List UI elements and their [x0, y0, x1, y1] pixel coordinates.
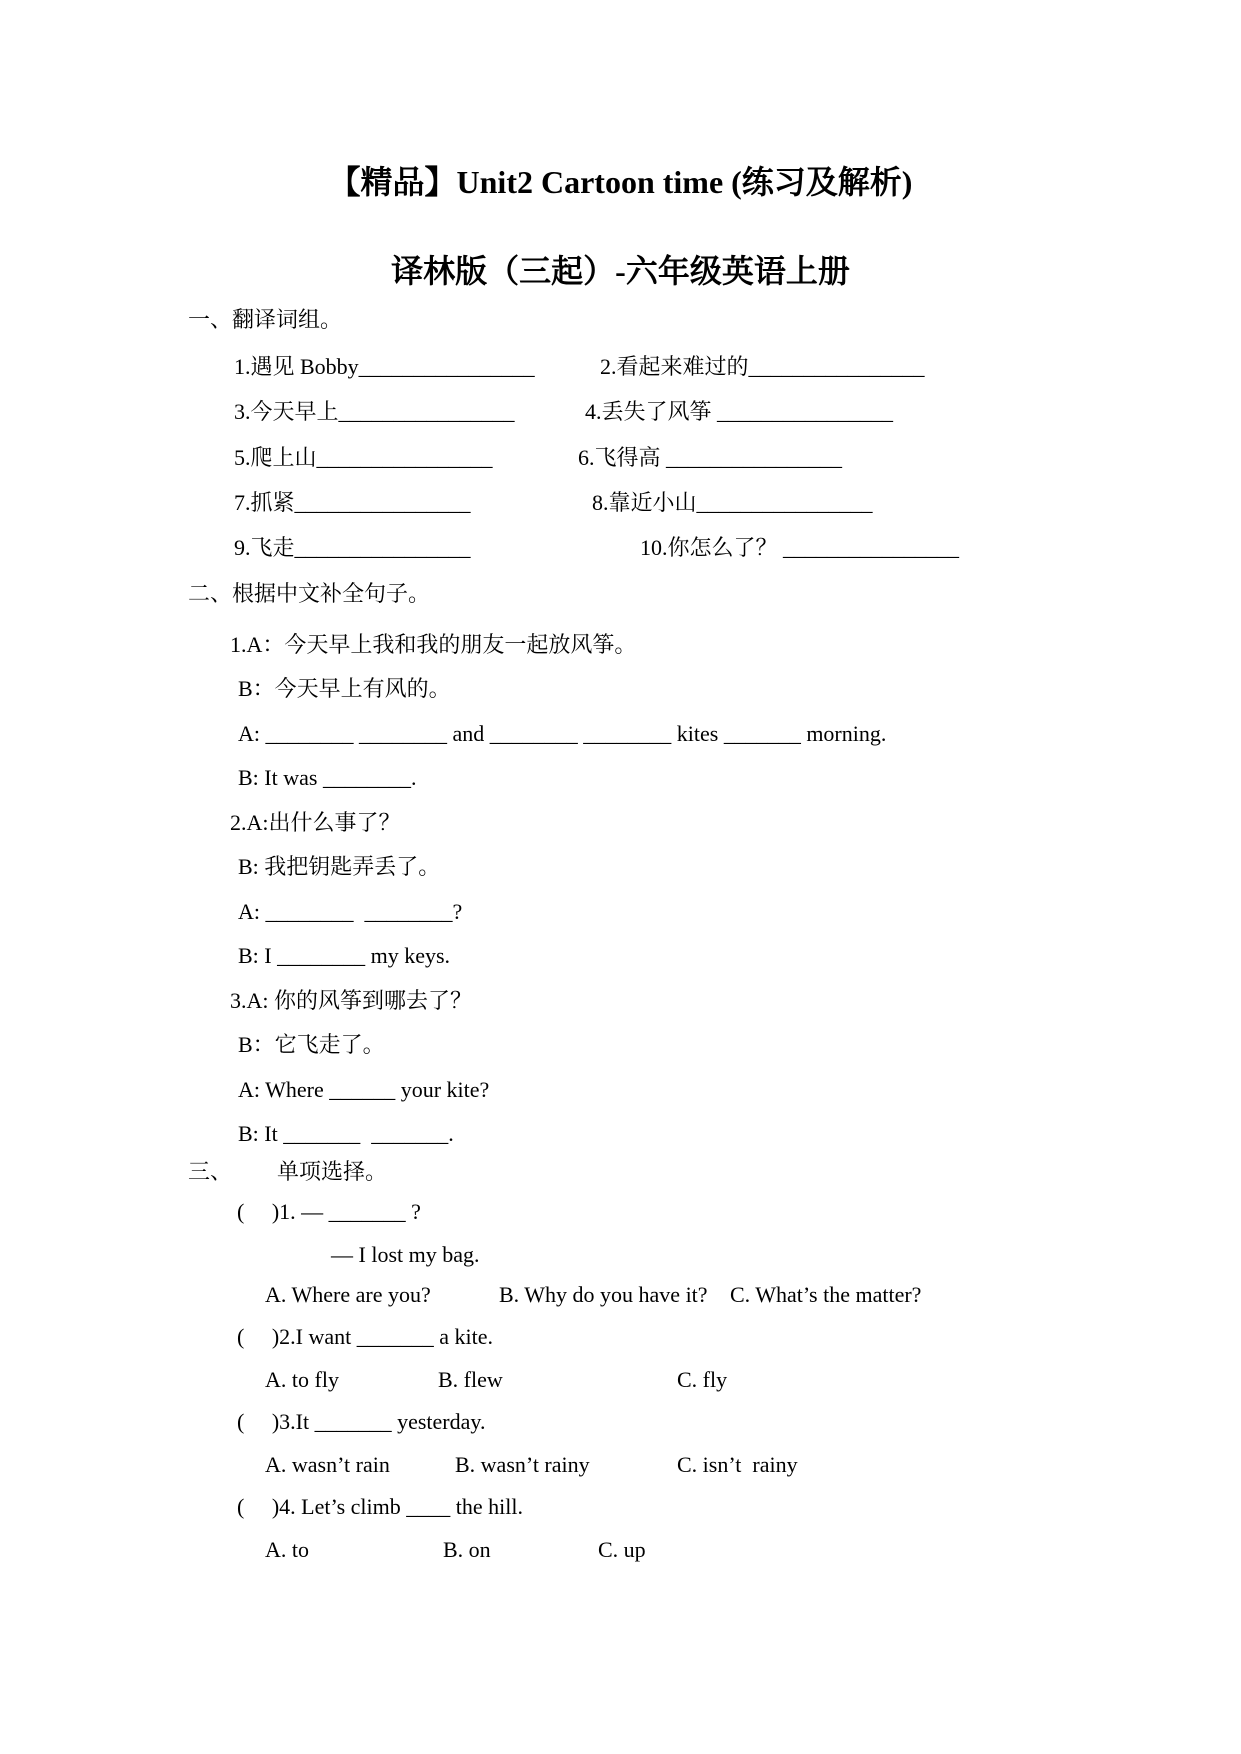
- q2-option-a: A. to fly: [265, 1367, 339, 1392]
- phrase-item-2: 2.看起来难过的________________: [600, 354, 925, 379]
- phrase-item-10: 10.你怎么了？ ________________: [640, 535, 960, 560]
- dialogue3-b-en: B: It _______ _______.: [238, 1121, 454, 1146]
- dialogue3-a-en: A: Where ______ your kite?: [238, 1077, 490, 1102]
- q1-option-c: C. What’s the matter?: [730, 1282, 922, 1307]
- q3-option-a: A. wasn’t rain: [265, 1452, 390, 1477]
- dialogue1-a-cn: 1.A：今天早上我和我的朋友一起放风筝。: [230, 632, 637, 657]
- dialogue2-a-cn: 2.A:出什么事了？: [230, 810, 401, 835]
- q3-option-b: B. wasn’t rainy: [455, 1452, 590, 1477]
- phrase-item-5: 5.爬上山________________: [234, 445, 493, 470]
- q2-option-c: C. fly: [677, 1367, 728, 1392]
- section3-heading-number: 三、: [188, 1159, 233, 1184]
- phrase-item-6: 6.飞得高 ________________: [578, 445, 843, 470]
- phrase-item-9: 9.飞走________________: [234, 535, 471, 560]
- q1-response: — I lost my bag.: [331, 1242, 480, 1267]
- q4-option-a: A. to: [265, 1537, 309, 1562]
- q2-stem: ( )2.I want _______ a kite.: [237, 1324, 493, 1349]
- q3-stem: ( )3.It _______ yesterday.: [237, 1409, 486, 1434]
- q4-stem: ( )4. Let’s climb ____ the hill.: [237, 1494, 523, 1519]
- q1-stem: ( )1. — _______ ?: [237, 1199, 421, 1224]
- dialogue1-a-en: A: ________ ________ and ________ ________ kites _______ morning.: [238, 721, 887, 746]
- phrase-item-4: 4.丢失了风筝 ________________: [585, 399, 894, 424]
- dialogue1-b-en: B: It was ________.: [238, 765, 417, 790]
- dialogue2-b-en: B: I ________ my keys.: [238, 943, 451, 968]
- doc-title: 【精品】Unit2 Cartoon time (练习及解析): [328, 164, 913, 200]
- phrase-item-1: 1.遇见 Bobby________________: [234, 354, 535, 379]
- dialogue3-a-cn: 3.A: 你的风筝到哪去了？: [230, 988, 473, 1013]
- q1-option-a: A. Where are you?: [265, 1282, 431, 1307]
- q4-option-b: B. on: [443, 1537, 491, 1562]
- phrase-item-8: 8.靠近小山________________: [592, 490, 873, 515]
- doc-subtitle: 译林版（三起）-六年级英语上册: [391, 253, 850, 289]
- q1-option-b: B. Why do you have it?: [499, 1282, 708, 1307]
- dialogue2-b-cn: B: 我把钥匙弄丢了。: [238, 854, 441, 879]
- q4-option-c: C. up: [598, 1537, 646, 1562]
- phrase-item-3: 3.今天早上________________: [234, 399, 515, 424]
- phrase-item-7: 7.抓紧________________: [234, 490, 471, 515]
- q3-option-c: C. isn’t rainy: [677, 1452, 798, 1477]
- section1-heading: 一、翻译词组。: [188, 307, 343, 332]
- dialogue1-b-cn: B：今天早上有风的。: [238, 676, 451, 701]
- section3-heading-label: 单项选择。: [277, 1159, 388, 1184]
- dialogue3-b-cn: B：它飞走了。: [238, 1032, 385, 1057]
- section2-heading: 二、根据中文补全句子。: [188, 581, 431, 606]
- dialogue2-a-en: A: ________ ________?: [238, 899, 463, 924]
- q2-option-b: B. flew: [438, 1367, 503, 1392]
